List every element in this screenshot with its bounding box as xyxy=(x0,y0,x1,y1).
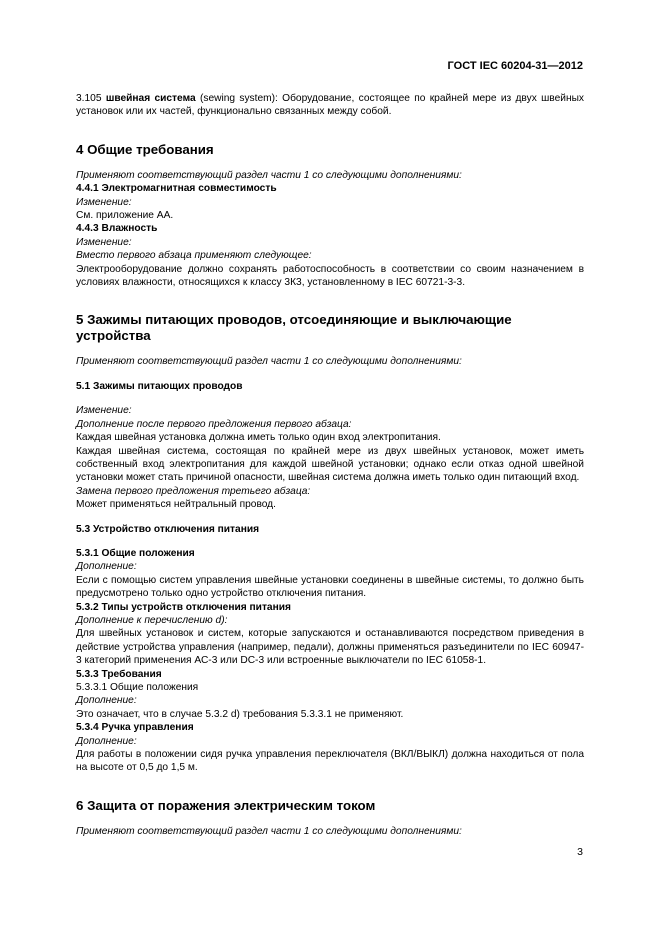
section-6-apply: Применяют соответствующий раздел части 1 со следующими дополнениями: xyxy=(76,825,462,837)
clause-5-3-3-1-text: Это означает, что в случае 5.3.2 d) требования 5.3.3.1 не применяют. xyxy=(76,708,404,720)
document-header: ГОСТ IEC 60204-31—2012 xyxy=(447,60,583,72)
section-5-apply: Применяют соответствующий раздел части 1 со следующими дополнениями: xyxy=(76,356,462,368)
clause-5-3-1-addition: Дополнение: xyxy=(76,561,137,573)
clause-4-4-3-change: Изменение: xyxy=(76,236,132,248)
section-6-title: 6 Защита от поражения электрическим током xyxy=(76,797,376,813)
clause-number: 3.105 xyxy=(76,93,102,104)
clause-5-1-p2: Каждая швейная система, состоящая по крайней мере из двух швейных установок, может иметь собственный вход электропитания для каждой швейной установки; однако если отказ одной швейной установки может стать причиной опасности, швейная система должна иметь только один питающий вход. xyxy=(76,445,584,484)
clause-5-3-3-title: 5.3.3 Требования xyxy=(76,668,162,680)
clause-5-1-p3: Может применяться нейтральный провод. xyxy=(76,499,276,511)
term-definition: (sewing system): Оборудование, состоящее по крайней мере из двух швейных установок или их частей, функционально связанных между собой. xyxy=(76,93,584,118)
clause-5-3-1-text: Если с помощью систем управления швейные установки соединены в швейные системы, то должно быть предусмотрено только одно устройство отключения питания. xyxy=(76,574,584,600)
document-body xyxy=(76,92,584,838)
clause-4-4-1-text: См. приложение АА. xyxy=(76,210,174,222)
term: швейная система xyxy=(105,93,196,104)
clause-5-3-4-addition: Дополнение: xyxy=(76,735,137,747)
clause-5-3-3-1-addition: Дополнение: xyxy=(76,695,137,707)
clause-5-3-1-title: 5.3.1 Общие положения xyxy=(76,547,195,559)
clause-5-1-replace: Замена первого предложения третьего абзаца: xyxy=(76,485,311,497)
clause-5-1-title: 5.1 Зажимы питающих проводов xyxy=(76,380,243,392)
clause-5-3-2-text: Для швейных установок и систем, которые запускаются и останавливаются посредством приведения в действие устройства управления (например, педали), должны применяться разъединители по IEC 60947-3 категорий применения АС-3 или DC-3 или встроенные выключатели по IEC 61058-1. xyxy=(76,628,584,667)
page-number: 3 xyxy=(577,846,583,858)
clause-4-4-3-title: 4.4.3 Влажность xyxy=(76,223,158,235)
section-4-apply: Применяют соответствующий раздел части 1 со следующими дополнениями: xyxy=(76,169,462,181)
clause-5-3-4-text: Для работы в положении сидя ручка управления переключателя (ВКЛ/ВЫКЛ) должна находиться от пола на высоте от 0,5 до 1,5 м. xyxy=(76,749,584,774)
clause-4-4-1-change: Изменение: xyxy=(76,196,132,208)
clause-5-3-3-1-title: 5.3.3.1 Общие положения xyxy=(76,682,199,693)
paragraph-3-105 xyxy=(76,92,584,119)
clause-4-4-1-title: 4.4.1 Электромагнитная совместимость xyxy=(76,183,277,195)
clause-5-3-2-title: 5.3.2 Типы устройств отключения питания xyxy=(76,601,291,613)
section-5-title: 5 Зажимы питающих проводов, отсоединяющие и выключающие устройства xyxy=(76,312,512,344)
clause-5-1-p1: Каждая швейная установка должна иметь только один вход электропитания. xyxy=(76,432,441,444)
clause-4-4-3-instead: Вместо первого абзаца применяют следующее: xyxy=(76,250,312,262)
section-4-title: 4 Общие требования xyxy=(76,141,214,157)
clause-5-1-change: Изменение: xyxy=(76,405,132,417)
clause-5-3-4-title: 5.3.4 Ручка управления xyxy=(76,722,194,734)
clause-4-4-3-text: Электрооборудование должно сохранять работоспособность в соответствии со своим назначением в условиях влажности, относящихся к классу 3К3, установленному в IEC 60721-3-3. xyxy=(76,263,584,289)
clause-5-1-addition: Дополнение после первого предложения первого абзаца: xyxy=(76,418,352,430)
clause-5-3-title: 5.3 Устройство отключения питания xyxy=(76,523,260,535)
clause-5-3-2-addition: Дополнение к перечислению d): xyxy=(76,614,228,626)
